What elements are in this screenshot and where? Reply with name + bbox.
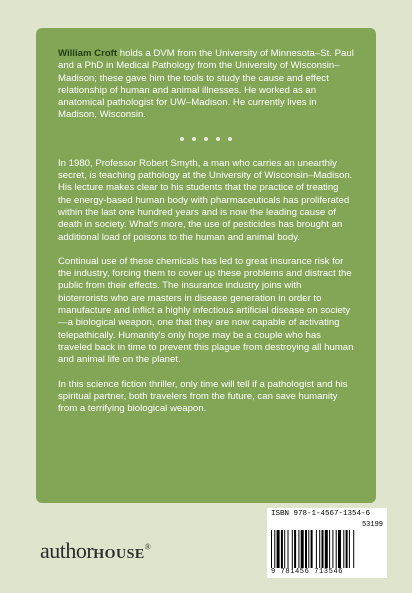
description-paragraph-2: Continual use of these chemicals has led to great insurance risk for the industry, forcing them to cover up these problems and distract the public from their effects. The insurance industry joins with bioterrorists who are masters in disease generation in order to manufacture and inflict a highly infectious artificial disease on society—a biological weapon, one that they are now capable of activating telepathically. Humanity's only hope may be a couple who has traveled back in time to prevent this plague from destroying all human and animal life on the planet. <box>58 255 354 366</box>
publisher-logo-part2: HOUSE <box>93 547 145 562</box>
ean-digits: 9 781456 713546 <box>271 568 344 576</box>
barcode-bars <box>271 530 383 568</box>
barcode-box <box>267 508 387 578</box>
publisher-logo <box>40 538 150 564</box>
description-paragraph-3: In this science fiction thriller, only time will tell if a pathologist and his spiritual partner, both travelers from the future, can save humanity from a terrifying biological weapon. <box>58 378 348 415</box>
back-cover-panel <box>36 28 376 503</box>
description-paragraph-1: In 1980, Professor Robert Smyth, a man who carries an unearthly secret, is teaching pathology at the University of Wisconsin–Madison. His lecture makes clear to his students that the practice of treating the energy-based human body with pharmaceuticals has proliferated within the last one hundred years and is now the leading cause of death in society. What's more, the use of pesticides has brought an additional load of poisons to the human and animal body. <box>58 157 353 243</box>
isbn-label: ISBN 978-1-4567-1354-6 <box>271 510 371 518</box>
price-code: 53199 <box>361 521 383 529</box>
author-bio-text: holds a DVM from the University of Minnesota–St. Paul and a PhD in Medical Pathology from the University of Wisconsin–Madison; these gave him the tools to study the cause and effect relationship of human and animal illnesses. He worked as an anatomical pathologist for UW–Madison. He currently lives in Madison, Wisconsin. <box>58 48 354 121</box>
publisher-logo-part1: author <box>40 538 94 563</box>
registered-mark: ® <box>144 542 151 552</box>
separator-dots <box>58 134 354 144</box>
author-name: William Croft <box>58 48 118 59</box>
author-bio <box>58 48 354 122</box>
